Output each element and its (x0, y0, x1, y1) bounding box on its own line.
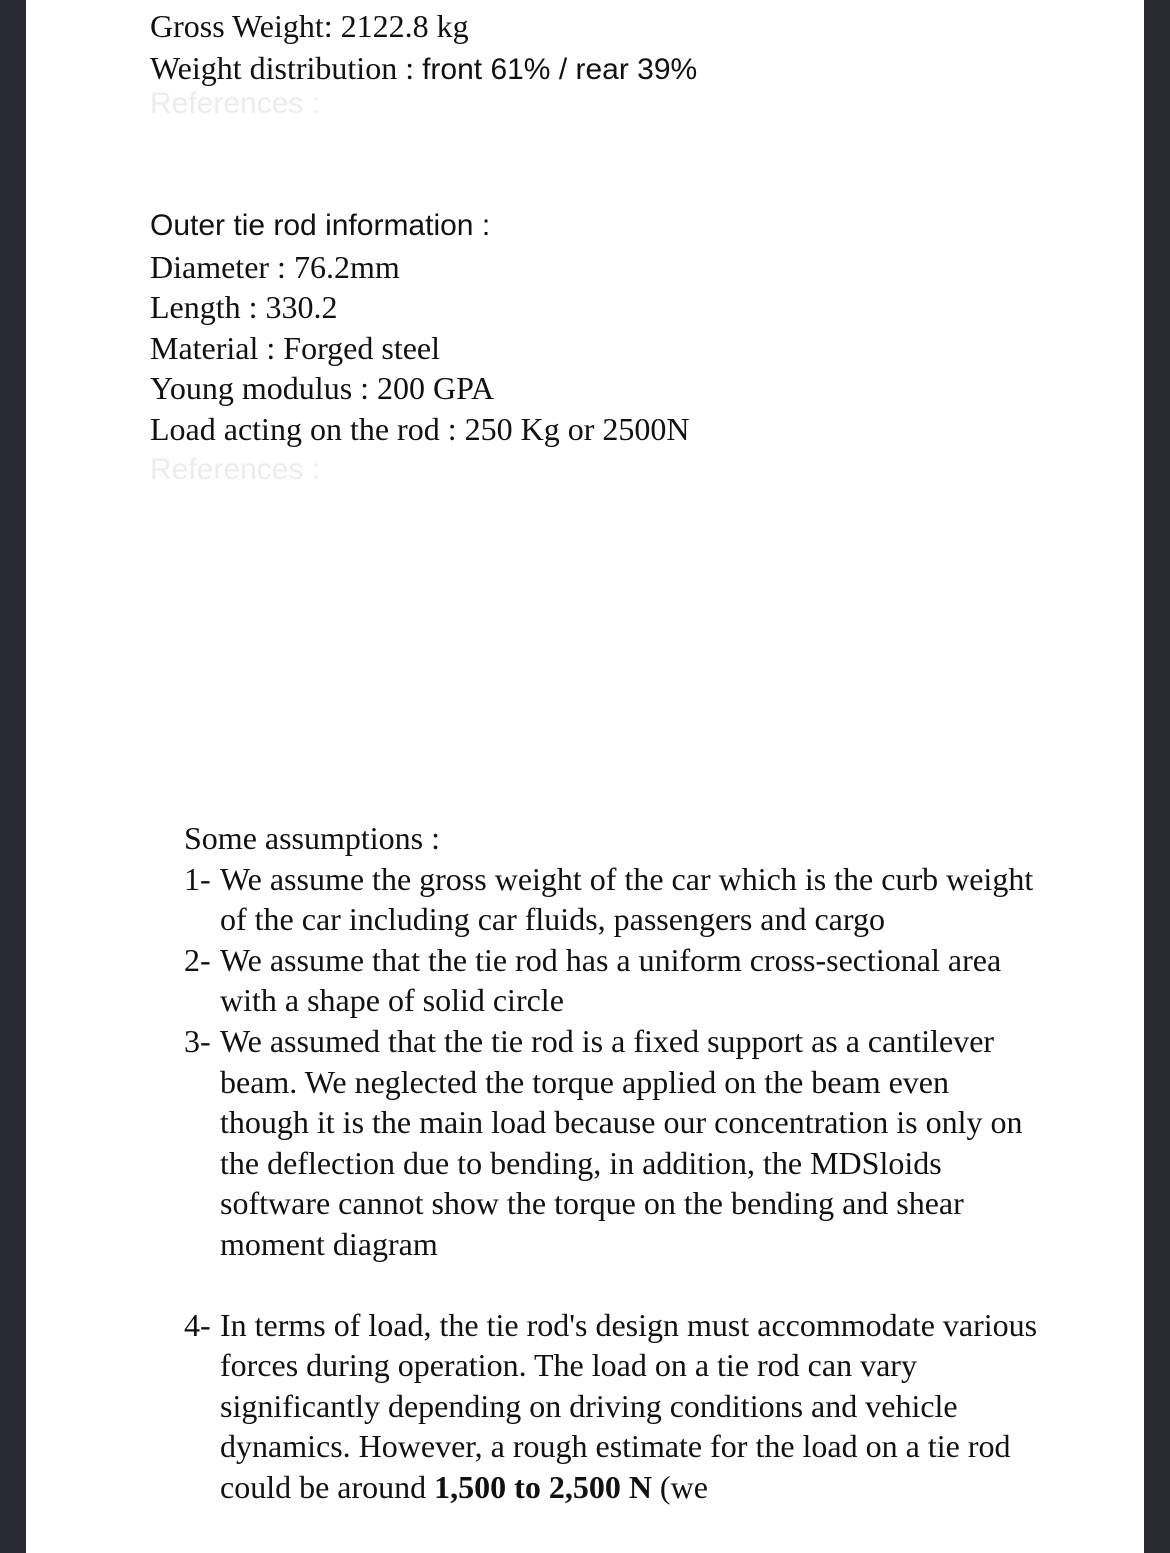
faded-reference-2: References : (150, 453, 321, 486)
document-page (26, 0, 1144, 1553)
assumption-number: 1- (184, 860, 211, 897)
tie-rod-heading: Outer tie rod information : (150, 209, 491, 242)
assumption-text: We assume the gross weight of the car which is the curb weight of the car including car fluids, passengers and cargo (220, 860, 1034, 938)
tie-rod-length: Length : 330.2 (150, 289, 338, 325)
tie-rod-diameter: Diameter : 76.2mm (150, 249, 400, 285)
assumption-text: We assume that the tie rod has a uniform cross-sectional area with a shape of solid circle (220, 941, 1002, 1019)
assumption-item-2 (184, 940, 1044, 1021)
assumption-item-1 (184, 859, 1044, 940)
weight-distribution-value: front 61% / rear 39% (422, 53, 698, 86)
assumption-bold-load-range: 1,500 to 2,500 N (434, 1468, 652, 1505)
assumptions-section (184, 818, 1044, 1508)
assumption-text: We assumed that the tie rod is a fixed support as a cantilever beam. We neglected the torque applied on the beam even though it is the main load because our concentration is only on the deflection due to bending, in addition, the MDSloids software cannot show the torque on the bending and shear moment diagram (220, 1022, 1023, 1262)
tie-rod-young-modulus: Young modulus : 200 GPA (150, 370, 495, 406)
weight-distribution-line (150, 48, 697, 90)
assumptions-heading: Some assumptions : (184, 820, 441, 856)
tie-rod-load: Load acting on the rod : 250 Kg or 2500N (150, 411, 690, 447)
assumption-item-3 (184, 1021, 1044, 1265)
assumption-number: 3- (184, 1022, 211, 1059)
weight-distribution-label: Weight distribution : (150, 50, 423, 86)
assumption-text-continued: (we (651, 1468, 708, 1505)
gross-weight-line: Gross Weight: 2122.8 kg (150, 8, 469, 44)
assumption-text: In terms of load, the tie rod's design must accommodate various forces during operation. The load on a tie rod can vary significantly depending on driving conditions and vehicle dynamics. However, a rough estimate for the load on a tie rod could be around (220, 1306, 1038, 1505)
assumption-number: 2- (184, 941, 211, 978)
faded-reference-1: References : (150, 87, 321, 120)
assumption-item-4 (184, 1305, 1044, 1508)
tie-rod-material: Material : Forged steel (150, 330, 440, 366)
assumption-number: 4- (184, 1306, 211, 1343)
